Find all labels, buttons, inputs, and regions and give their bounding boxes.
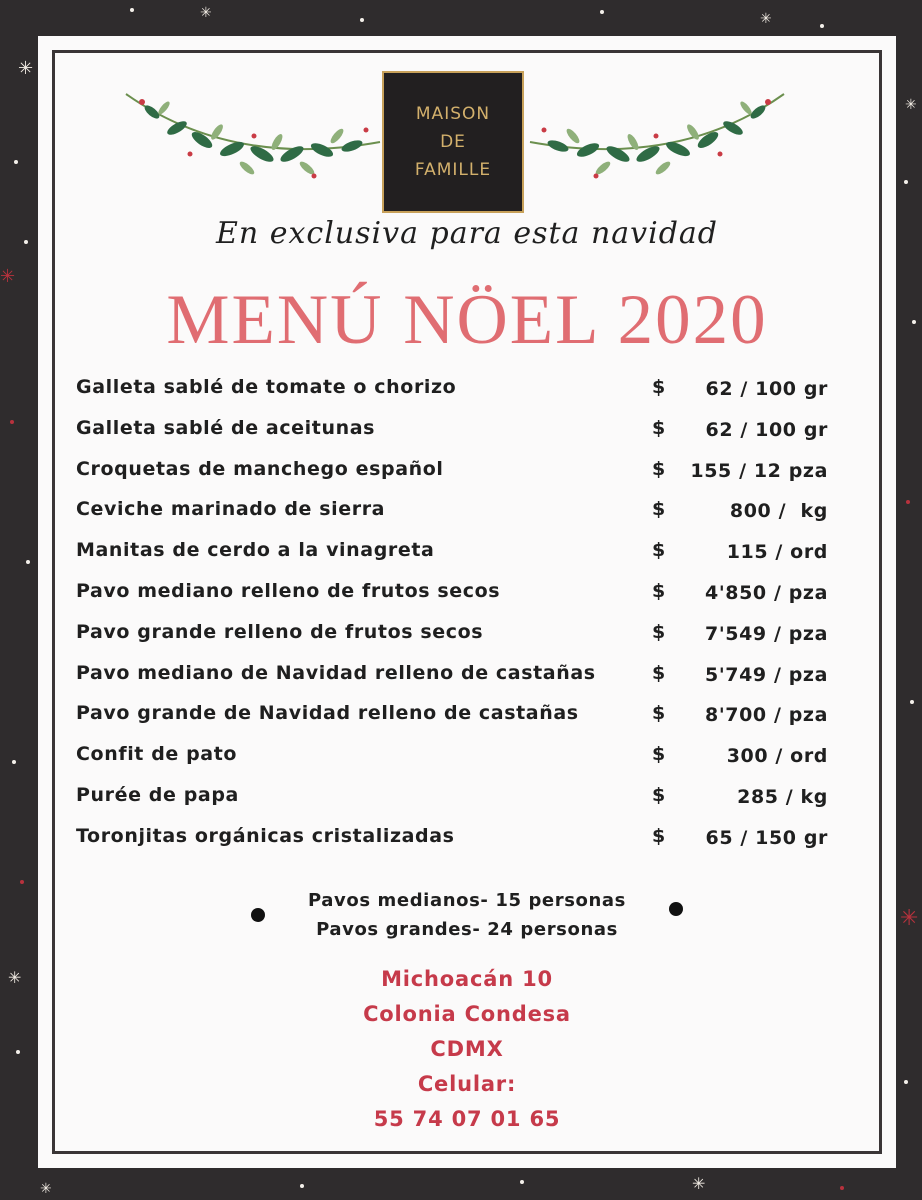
menu-row: [76, 662, 836, 703]
currency-symbol: $: [652, 702, 666, 725]
menu-item-name: Pavo grande relleno de frutos secos: [76, 620, 484, 643]
contact-address: [38, 962, 896, 1137]
menu-item-name: Galleta sablé de tomate o chorizo: [76, 376, 457, 398]
dot: [820, 24, 824, 28]
menu-row: [76, 784, 836, 825]
dot: [20, 880, 24, 884]
menu-row: [76, 702, 836, 743]
dot: [10, 420, 14, 424]
address-line: Michoacán 10: [381, 967, 553, 991]
brand-line: MAISON: [415, 104, 491, 124]
address-line: Celular:: [417, 1072, 517, 1096]
garland-right-icon: [528, 84, 788, 194]
dot: [130, 8, 134, 12]
menu-item-name: Purée de papa: [76, 783, 239, 806]
currency-symbol: $: [652, 498, 666, 521]
dot: [16, 1050, 20, 1054]
dot: [904, 180, 908, 184]
star-icon: ✳: [40, 1181, 52, 1197]
menu-item-name: Pavo mediano relleno de frutos secos: [76, 579, 501, 602]
serving-notes: [38, 886, 896, 944]
menu-row: [76, 539, 836, 580]
currency-symbol: $: [652, 457, 666, 480]
currency-symbol: $: [652, 661, 666, 684]
dot: [12, 760, 16, 764]
address-line: CDMX: [430, 1037, 504, 1061]
dot: [520, 1180, 524, 1184]
menu-item-price: 300 / ord: [726, 745, 828, 768]
brand-line: FAMILLE: [414, 160, 492, 180]
page-title: MENÚ NÖEL 2020: [166, 281, 768, 359]
garland-left-icon: [122, 84, 382, 194]
currency-symbol: $: [652, 743, 666, 766]
menu-item-price: 115 / ord: [726, 541, 828, 564]
subtitle: En exclusiva para esta navidad: [215, 216, 719, 251]
dot: [360, 18, 364, 22]
dot: [912, 320, 916, 324]
dot: [910, 700, 914, 704]
menu-card: [38, 36, 896, 1168]
currency-symbol: $: [652, 620, 666, 643]
currency-symbol: $: [652, 539, 666, 562]
menu-item-price: 155 / 12 pza: [690, 459, 828, 482]
menu-item-name: Toronjitas orgánicas cristalizadas: [76, 824, 455, 847]
note-line: Pavos grandes- 24 personas: [316, 919, 618, 940]
menu-item-price: 285 / kg: [737, 785, 828, 808]
currency-symbol: $: [652, 579, 666, 602]
star-icon: ✳: [200, 5, 212, 21]
dot: [840, 1186, 844, 1190]
menu-row: [76, 458, 836, 499]
star-icon: ✳: [0, 266, 16, 287]
note-line: Pavos medianos- 15 personas: [308, 890, 626, 911]
phone-number: 55 74 07 01 65: [373, 1107, 561, 1131]
menu-item-name: Ceviche marinado de sierra: [76, 498, 386, 521]
menu-item-price: 7'549 / pza: [705, 622, 828, 645]
menu-item-price: 5'749 / pza: [705, 663, 828, 686]
menu-row: [76, 621, 836, 662]
address-line: Colonia Condesa: [363, 1002, 571, 1026]
dot: [24, 240, 28, 244]
dot: [14, 160, 18, 164]
currency-symbol: $: [652, 824, 666, 847]
menu-row: [76, 580, 836, 621]
dot: [300, 1184, 304, 1188]
menu-row: [76, 743, 836, 784]
brand-line: DE: [440, 132, 466, 152]
currency-symbol: $: [652, 376, 666, 398]
menu-item-name: Pavo grande de Navidad relleno de castañas: [76, 702, 579, 725]
dot: [600, 10, 604, 14]
menu-item-name: Manitas de cerdo a la vinagreta: [76, 539, 435, 562]
menu-item-name: Galleta sablé de aceitunas: [76, 416, 376, 439]
star-icon: ✳: [905, 97, 917, 113]
menu-list: [76, 376, 836, 866]
menu-row: [76, 376, 836, 417]
brand-logo: [382, 71, 524, 213]
star-icon: ✳: [900, 906, 919, 931]
menu-item-price: 62 / 100 gr: [705, 418, 828, 441]
menu-row: [76, 417, 836, 458]
menu-item-price: 62 / 100 gr: [705, 378, 828, 400]
star-icon: ✳: [760, 11, 772, 27]
star-icon: ✳: [8, 968, 22, 987]
menu-item-name: Pavo mediano de Navidad relleno de castañas: [76, 661, 596, 684]
dot: [904, 1080, 908, 1084]
dot: [906, 500, 910, 504]
menu-item-name: Confit de pato: [76, 743, 238, 766]
menu-item-price: 8'700 / pza: [705, 704, 828, 727]
menu-item-price: 65 / 150 gr: [705, 826, 828, 849]
menu-item-name: Croquetas de manchego español: [76, 457, 444, 480]
menu-item-price: 4'850 / pza: [705, 581, 828, 604]
currency-symbol: $: [652, 416, 666, 439]
dot: [26, 560, 30, 564]
menu-row: [76, 498, 836, 539]
currency-symbol: $: [652, 783, 666, 806]
menu-row: [76, 825, 836, 866]
menu-item-price: 800 / kg: [729, 500, 828, 523]
star-icon: ✳: [18, 58, 34, 79]
star-icon: ✳: [692, 1174, 706, 1193]
